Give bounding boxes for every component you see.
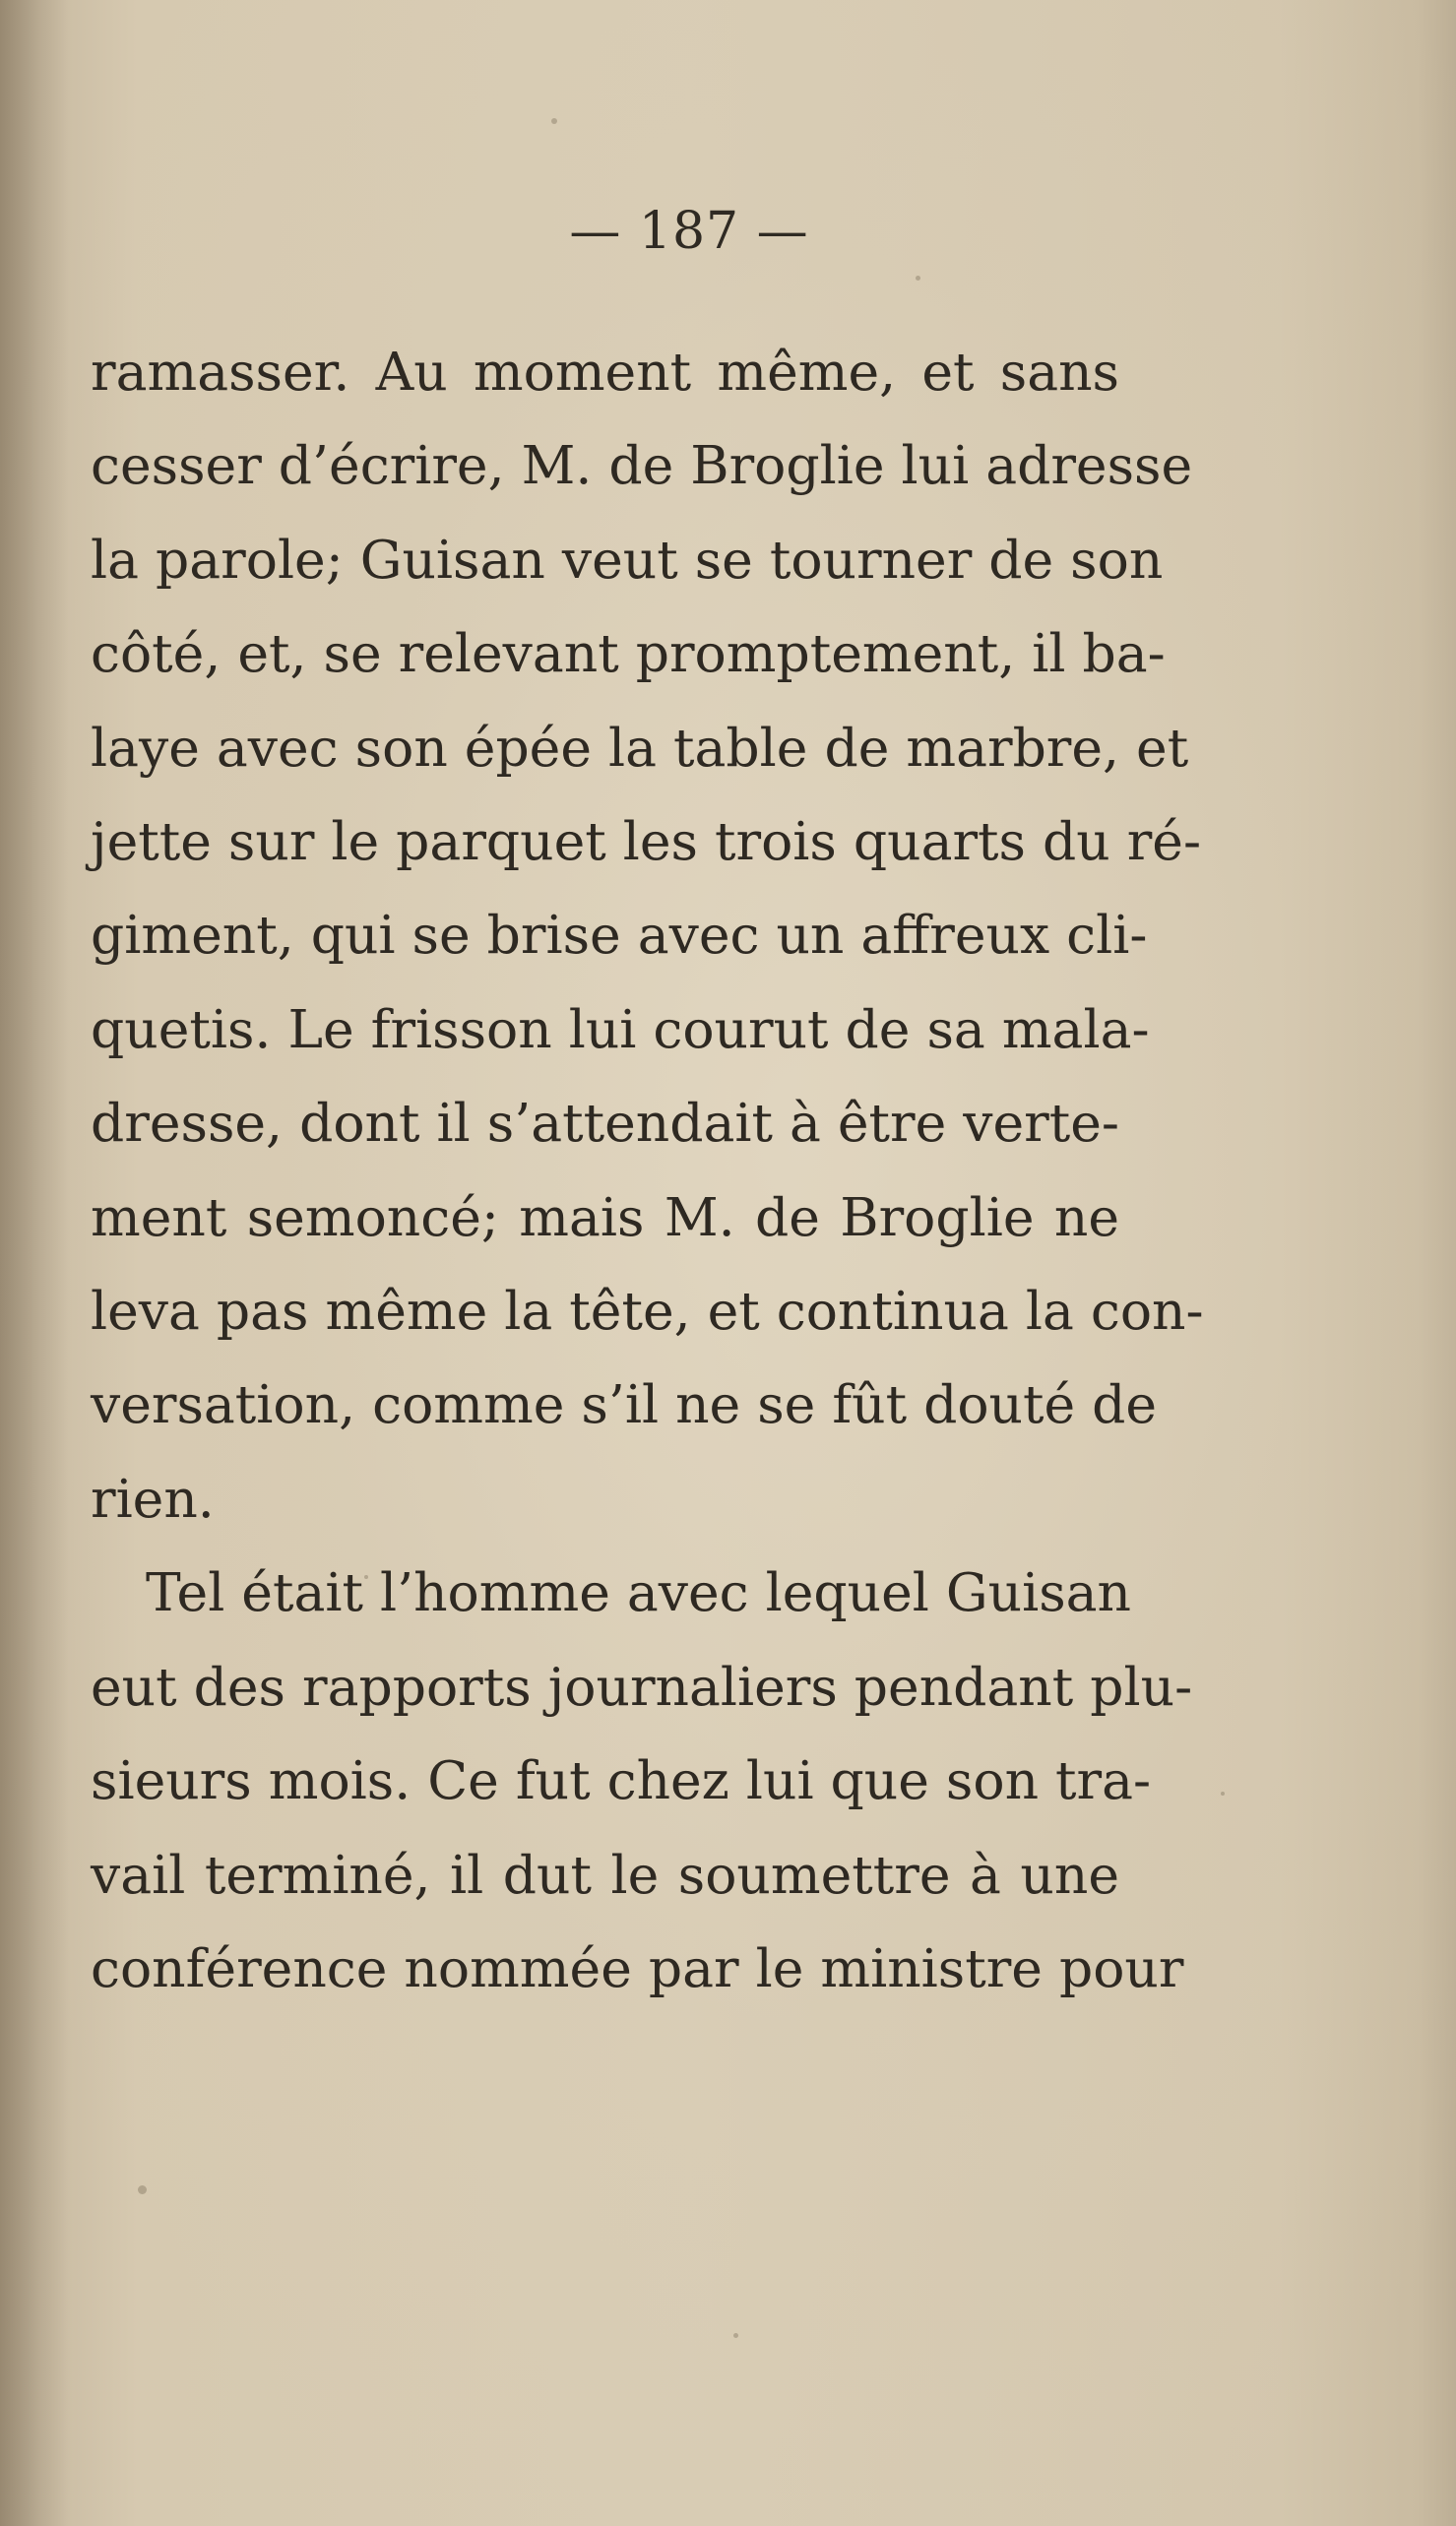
text-line: ment semoncé; mais M. de Broglie ne <box>91 1185 1119 1248</box>
text-line: conférence nommée par le ministre pour <box>91 1936 1184 1999</box>
paper-speck <box>916 276 920 281</box>
page-body-text <box>91 325 1204 2015</box>
text-line: la parole; Guisan veut se tourner de son <box>91 528 1164 591</box>
paper-speck <box>1221 1792 1225 1796</box>
text-line: côté, et, se relevant promptement, il ba- <box>91 622 1166 685</box>
text-line: eut des rapports journaliers pendant plu- <box>91 1655 1193 1718</box>
paragraph-first-line: Tel était l’homme avec lequel Guisan <box>146 1561 1132 1624</box>
text-line: vail terminé, il dut le soumettre à une <box>91 1843 1119 1906</box>
text-line: rien. <box>91 1467 215 1530</box>
paper-speck <box>733 2333 738 2338</box>
paper-speck <box>551 118 557 124</box>
text-line: quetis. Le frisson lui courut de sa mala- <box>91 997 1150 1060</box>
text-line: jette sur le parquet les trois quarts du ré- <box>91 810 1202 873</box>
text-line: laye avec son épée la table de marbre, et <box>91 716 1189 779</box>
paper-speck <box>138 2185 147 2194</box>
text-line: cesser d’écrire, M. de Broglie lui adresse <box>91 434 1193 497</box>
page-edge-shadow <box>0 0 69 2526</box>
text-line: ramasser. Au moment même, et sans <box>91 341 1119 403</box>
page-number: — 187 — <box>569 202 809 261</box>
text-line: giment, qui se brise avec un affreux cli- <box>91 904 1148 967</box>
text-line: versation, comme s’il ne se fût douté de <box>91 1373 1158 1436</box>
text-line: sieurs mois. Ce fut chez lui que son tra- <box>91 1749 1152 1812</box>
text-line: dresse, dont il s’attendait à être verte- <box>91 1092 1119 1155</box>
text-line: leva pas même la tête, et continua la con- <box>91 1280 1204 1343</box>
